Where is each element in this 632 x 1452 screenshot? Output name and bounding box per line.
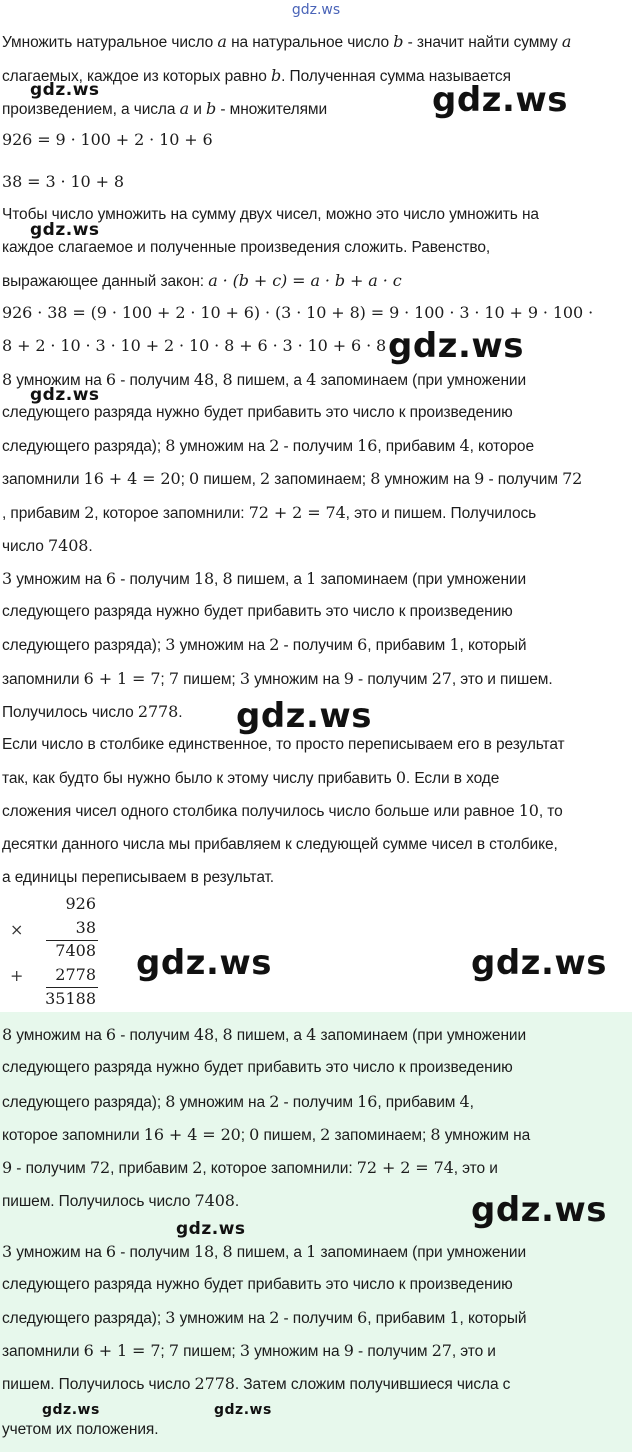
text-fragment: - получим — [484, 471, 563, 488]
text-fragment: следующего разряда); — [2, 1094, 166, 1111]
text-fragment: Умножить натуральное число — [2, 34, 218, 51]
text-fragment: . Затем сложим получившиеся числа с — [234, 1376, 511, 1393]
text-fragment: умножим на — [249, 671, 344, 688]
text-fragment: - получим — [353, 1343, 432, 1360]
text-fragment: умножим на — [175, 1310, 270, 1327]
text-fragment: . Если в ходе — [405, 770, 500, 787]
math-expression: 3 — [2, 1242, 13, 1261]
text-fragment: пишем, — [259, 1127, 321, 1144]
text-fragment: учетом их положения. — [2, 1421, 159, 1438]
text-fragment: пишем; — [178, 1343, 240, 1360]
text-fragment: , то — [538, 803, 563, 820]
watermark: gdz.ws — [388, 326, 525, 366]
text-fragment: следующего разряда нужно будет прибавить это число к произведению — [2, 1276, 513, 1293]
math-expression: 1 — [449, 1308, 460, 1327]
math-expression: 8 — [2, 370, 13, 389]
text-fragment: произведением, а числа — [2, 101, 180, 118]
math-expression: 8 — [222, 370, 233, 389]
text-fragment: ; — [160, 671, 169, 688]
text-fragment: умножим на — [175, 637, 270, 654]
text-line — [2, 99, 327, 120]
text-line — [2, 1025, 526, 1046]
math-expression: 1 — [449, 635, 460, 654]
text-line — [2, 801, 563, 822]
text-fragment: пишем; — [178, 671, 240, 688]
math-expression: 18 — [193, 569, 215, 588]
column-plus-sign: + — [10, 966, 24, 985]
watermark: gdz.ws — [30, 385, 100, 405]
text-fragment: следующего разряда нужно будет прибавить это число к произведению — [2, 404, 513, 421]
text-fragment: на натуральное число — [226, 34, 394, 51]
text-fragment: так, как будто бы нужно было к этому числу прибавить — [2, 770, 396, 787]
text-fragment: следующего разряда нужно будет прибавить это число к произведению — [2, 1059, 513, 1076]
text-fragment: сложения чисел одного столбика получилось число больше или равное — [2, 803, 519, 820]
text-fragment: . — [234, 1193, 240, 1210]
math-expression: 7 — [168, 669, 179, 688]
text-fragment: и — [189, 101, 207, 118]
math-expression: 72 + 2 = 74 — [248, 503, 346, 522]
column-partial-1: 7408 — [55, 941, 96, 960]
math-expression: 1 — [306, 1242, 317, 1261]
text-line — [2, 569, 526, 590]
text-line — [2, 436, 534, 457]
text-fragment: число — [2, 538, 49, 555]
text-fragment: запоминаем (при умножении — [316, 372, 527, 389]
text-line — [2, 1374, 510, 1395]
text-fragment: следующего разряда); — [2, 637, 166, 654]
text-fragment: запомнили — [2, 671, 84, 688]
text-fragment: , который — [459, 637, 527, 654]
math-expression: 3 — [165, 1308, 176, 1327]
math-expression: 8 — [222, 1025, 233, 1044]
text-fragment: - получим — [12, 1160, 90, 1177]
math-variable: a · (b + c) = a · b + a · c — [208, 271, 402, 290]
math-expression: 2 — [320, 1125, 331, 1144]
column-multiplier: 38 — [75, 918, 96, 937]
text-fragment: умножим на — [380, 471, 475, 488]
text-line — [2, 1308, 526, 1329]
math-variable: a — [179, 99, 190, 118]
text-fragment: пишем, а — [232, 1027, 307, 1044]
math-expression: 926 = 9 · 100 + 2 · 10 + 6 — [2, 130, 213, 149]
text-line — [2, 735, 565, 755]
text-line — [2, 1420, 158, 1440]
text-fragment: , — [214, 1244, 223, 1261]
math-expression: 2 — [269, 635, 280, 654]
text-fragment: пишем. Получилось число — [2, 1376, 195, 1393]
math-expression: 6 + 1 = 7 — [83, 1341, 161, 1360]
text-line — [2, 835, 558, 855]
math-expression: 0 — [395, 768, 406, 787]
math-expression: 4 — [306, 370, 317, 389]
column-times-sign: × — [10, 920, 24, 939]
text-fragment: пишем, а — [232, 1244, 307, 1261]
text-fragment: пишем, — [199, 471, 260, 488]
math-expression: 3 — [239, 1341, 250, 1360]
text-fragment: которое запомнили — [2, 1127, 144, 1144]
math-variable: b — [393, 32, 404, 51]
math-expression: 9 — [2, 1158, 13, 1177]
math-expression: 3 — [165, 635, 176, 654]
text-line — [2, 1058, 513, 1078]
watermark: gdz.ws — [471, 1190, 608, 1230]
text-line — [2, 1125, 530, 1146]
math-expression: 926 · 38 = (9 · 100 + 2 · 10 + 6) · (3 · 10 + 8) = 9 · 100 · 3 · 10 + 9 · 100 · — [2, 303, 594, 322]
math-expression: 72 — [562, 469, 583, 488]
text-line — [2, 1341, 496, 1362]
text-fragment: , — [214, 571, 223, 588]
math-variable: b — [270, 66, 282, 85]
text-fragment: следующего разряда); — [2, 1310, 166, 1327]
text-fragment: , которое запомнили: — [202, 1160, 357, 1177]
math-expression: 6 — [105, 370, 117, 389]
text-fragment: следующего разряда нужно будет прибавить это число к произведению — [2, 603, 513, 620]
math-expression: 4 — [459, 1092, 470, 1111]
text-fragment: , которое запомнили: — [94, 505, 249, 522]
math-variable: a — [217, 32, 227, 51]
watermark: gdz.ws — [214, 1402, 272, 1418]
text-line — [2, 503, 536, 524]
math-expression: 6 — [357, 1308, 368, 1327]
math-expression: 72 — [89, 1158, 111, 1177]
math-expression: 18 — [193, 1242, 215, 1261]
text-fragment: , прибавим — [367, 637, 450, 654]
text-line — [2, 768, 499, 789]
text-fragment: ; — [160, 1343, 169, 1360]
text-line — [2, 602, 513, 622]
text-fragment: - множителями — [216, 101, 328, 118]
text-fragment: пишем, а — [232, 372, 307, 389]
text-line — [2, 130, 213, 151]
column-rule — [46, 987, 98, 988]
text-fragment: , прибавим — [377, 438, 460, 455]
text-line — [2, 1191, 239, 1212]
math-expression: 9 — [343, 669, 354, 688]
text-fragment: пишем, а — [232, 571, 307, 588]
math-expression: 27 — [431, 1341, 452, 1360]
text-fragment: , это и — [451, 1343, 496, 1360]
math-expression: 2 — [269, 1308, 280, 1327]
text-fragment: ; — [240, 1127, 250, 1144]
text-line — [2, 1242, 526, 1263]
text-fragment: Если число в столбике единственное, то просто переписываем его в результат — [2, 736, 565, 753]
math-expression: 6 — [357, 635, 368, 654]
math-expression: 7408 — [194, 1191, 235, 1210]
text-fragment: , — [214, 1027, 223, 1044]
text-fragment: умножим на — [440, 1127, 531, 1144]
math-expression: 2778 — [194, 1374, 235, 1393]
watermark: gdz.ws — [432, 80, 569, 120]
text-fragment: . Полученная сумма называется — [281, 68, 511, 85]
math-expression: 8 — [165, 436, 176, 455]
text-line — [2, 336, 386, 357]
math-expression: 2778 — [137, 702, 179, 721]
text-fragment: - получим — [279, 438, 358, 455]
text-fragment: запоминаем; — [330, 1127, 431, 1144]
math-expression: 2 — [269, 436, 280, 455]
math-expression: 6 — [105, 569, 117, 588]
math-expression: 4 — [459, 436, 470, 455]
text-fragment: , который — [459, 1310, 527, 1327]
text-line — [2, 303, 593, 324]
text-fragment: - получим — [116, 1244, 194, 1261]
text-fragment: выражающее данный закон: — [2, 273, 209, 290]
math-expression: 27 — [431, 669, 452, 688]
column-result: 35188 — [45, 989, 96, 1008]
text-fragment: умножим на — [12, 1027, 106, 1044]
text-fragment: запоминаем (при умножении — [316, 1244, 527, 1261]
math-expression: 7 — [168, 1341, 179, 1360]
text-fragment: - значит найти сумму — [403, 34, 562, 51]
text-fragment: умножим на — [12, 571, 106, 588]
text-fragment: - получим — [116, 1027, 194, 1044]
text-fragment: , это и — [453, 1160, 498, 1177]
text-fragment: каждое слагаемое и полученные произведения сложить. Равенство, — [2, 239, 491, 256]
math-expression: 6 — [105, 1242, 117, 1261]
text-fragment: ; — [180, 471, 190, 488]
text-fragment: а единицы переписываем в результат. — [2, 869, 274, 886]
text-line — [2, 1092, 474, 1113]
text-fragment: - получим — [279, 1310, 358, 1327]
text-line — [2, 238, 490, 258]
text-fragment: слагаемых, каждое из которых равно — [2, 68, 271, 85]
text-fragment: запоминаем; — [270, 471, 371, 488]
watermark: gdz.ws — [30, 220, 100, 240]
math-expression: 0 — [189, 469, 200, 488]
math-expression: 8 — [370, 469, 381, 488]
watermark: gdz.ws — [30, 80, 100, 100]
text-fragment: , это и пишем. — [451, 671, 553, 688]
text-line — [2, 669, 553, 690]
text-line — [2, 868, 274, 888]
watermark: gdz.ws — [236, 696, 373, 736]
text-fragment: . — [178, 704, 183, 721]
watermark: gdz.ws — [136, 943, 273, 983]
text-line — [2, 1158, 498, 1179]
math-expression: 9 — [474, 469, 485, 488]
text-fragment: запоминаем (при умножении — [316, 1027, 527, 1044]
math-expression: 6 — [105, 1025, 117, 1044]
math-expression: 2 — [269, 1092, 280, 1111]
text-line — [2, 536, 93, 557]
text-fragment: Получилось число — [2, 704, 138, 721]
math-variable: b — [206, 99, 217, 118]
watermark: gdz.ws — [176, 1219, 246, 1239]
math-expression: 7408 — [48, 536, 89, 555]
text-fragment: запомнили — [2, 1343, 84, 1360]
text-fragment: - получим — [353, 671, 432, 688]
text-fragment: , прибавим — [377, 1094, 460, 1111]
text-line — [2, 702, 182, 723]
math-expression: 1 — [306, 569, 317, 588]
text-line — [2, 1275, 513, 1295]
math-expression: 8 + 2 · 10 · 3 · 10 + 2 · 10 · 8 + 6 · 3 · 10 + 6 · 8 — [2, 336, 387, 355]
text-line — [2, 403, 513, 423]
column-partial-2: 2778 — [55, 965, 96, 984]
text-fragment: умножим на — [12, 1244, 106, 1261]
text-fragment: запоминаем (при умножении — [316, 571, 527, 588]
text-fragment: , прибавим — [110, 1160, 193, 1177]
math-expression: 16 — [357, 436, 378, 455]
math-expression: 2 — [260, 469, 271, 488]
math-expression: 8 — [222, 1242, 233, 1261]
math-expression: 3 — [239, 669, 250, 688]
watermark: gdz.ws — [42, 1402, 100, 1418]
math-expression: 8 — [2, 1025, 13, 1044]
math-expression: 72 + 2 = 74 — [356, 1158, 454, 1177]
site-link[interactable]: gdz.ws — [291, 2, 341, 18]
text-fragment: - получим — [116, 372, 194, 389]
math-expression: 16 + 4 = 20 — [83, 469, 181, 488]
text-line — [2, 635, 526, 656]
text-line — [2, 469, 582, 490]
math-expression: 6 + 1 = 7 — [83, 669, 161, 688]
math-expression: 8 — [430, 1125, 441, 1144]
math-expression: 38 = 3 · 10 + 8 — [2, 172, 124, 191]
text-fragment: умножим на — [249, 1343, 344, 1360]
text-fragment: запомнили — [2, 471, 84, 488]
text-fragment: , — [469, 1094, 474, 1111]
math-expression: 8 — [165, 1092, 176, 1111]
text-fragment: , это и пишем. Получилось — [345, 505, 537, 522]
text-fragment: умножим на — [175, 1094, 270, 1111]
text-fragment: умножим на — [175, 438, 270, 455]
math-expression: 2 — [192, 1158, 203, 1177]
math-expression: 0 — [249, 1125, 260, 1144]
text-line — [2, 32, 571, 53]
math-expression: 4 — [306, 1025, 317, 1044]
text-fragment: десятки данного числа мы прибавляем к следующей сумме чисел в столбике, — [2, 836, 558, 853]
column-multiplicand: 926 — [65, 894, 96, 913]
math-expression: 48 — [193, 1025, 215, 1044]
math-expression: 10 — [518, 801, 539, 820]
text-fragment: следующего разряда); — [2, 438, 166, 455]
text-fragment: - получим — [116, 571, 194, 588]
text-fragment: Чтобы число умножить на сумму двух чисел, можно это число умножить на — [2, 206, 539, 223]
text-line — [2, 271, 402, 292]
text-fragment: - получим — [279, 1094, 358, 1111]
text-fragment: умножим на — [12, 372, 106, 389]
math-expression: 48 — [193, 370, 215, 389]
text-line — [2, 172, 124, 193]
text-fragment: . — [88, 538, 93, 555]
math-expression: 3 — [2, 569, 13, 588]
text-fragment: , которое — [469, 438, 534, 455]
watermark: gdz.ws — [471, 943, 608, 983]
text-fragment: пишем. Получилось число — [2, 1193, 195, 1210]
text-fragment: , — [214, 372, 223, 389]
math-expression: 9 — [343, 1341, 354, 1360]
text-fragment: , прибавим — [367, 1310, 450, 1327]
math-expression: 16 — [357, 1092, 378, 1111]
math-expression: 2 — [84, 503, 95, 522]
text-fragment: , прибавим — [2, 505, 85, 522]
math-variable: a — [561, 32, 572, 51]
text-fragment: - получим — [279, 637, 358, 654]
math-expression: 16 + 4 = 20 — [143, 1125, 241, 1144]
math-expression: 8 — [222, 569, 233, 588]
